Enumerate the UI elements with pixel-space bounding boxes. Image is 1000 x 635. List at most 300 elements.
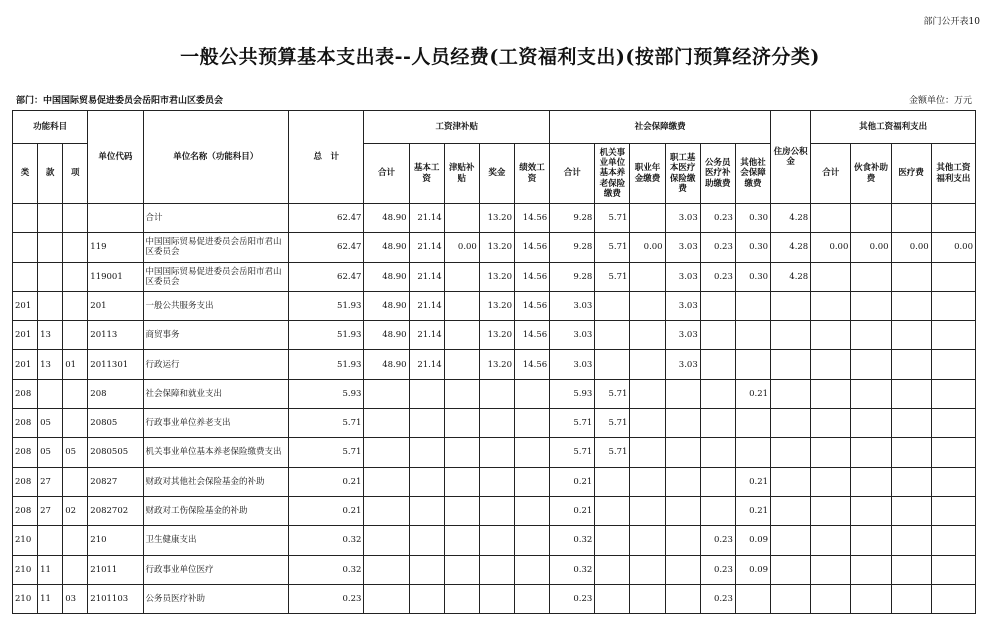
total-cell: 0.21	[289, 496, 364, 525]
lei-cell	[13, 204, 38, 233]
civil-servant-medical-cell	[700, 291, 735, 320]
total-cell: 51.93	[289, 350, 364, 379]
unit-code-cell: 21011	[88, 555, 143, 584]
bonus-cell	[479, 467, 514, 496]
other-social-cell	[735, 409, 770, 438]
total-cell: 0.32	[289, 555, 364, 584]
amount-unit-label: 金额单位：万元	[908, 96, 972, 106]
kuan-cell: 27	[38, 496, 63, 525]
total-cell: 0.23	[289, 584, 364, 613]
allowance-cell	[444, 584, 479, 613]
unit-code-cell: 2011301	[88, 350, 143, 379]
allowance-cell: 0.00	[444, 233, 479, 262]
basic-salary-cell	[409, 584, 444, 613]
other-welfare-cell	[931, 321, 975, 350]
kuan-cell: 27	[38, 467, 63, 496]
allowance-cell	[444, 321, 479, 350]
allowance-cell	[444, 409, 479, 438]
other-total-cell	[811, 467, 851, 496]
total-cell: 62.47	[289, 204, 364, 233]
annuity-cell	[630, 204, 665, 233]
unit-name-cell: 卫生健康支出	[143, 526, 289, 555]
allowance-cell	[444, 350, 479, 379]
medical-insurance-cell: 3.03	[665, 291, 700, 320]
civil-servant-medical-cell	[700, 438, 735, 467]
civil-servant-medical-cell: 0.23	[700, 233, 735, 262]
table-row	[13, 438, 976, 467]
table-row	[13, 321, 976, 350]
medical-fee-cell	[891, 496, 931, 525]
civil-servant-medical-cell: 0.23	[700, 555, 735, 584]
medical-fee-cell	[891, 291, 931, 320]
kuan-cell	[38, 526, 63, 555]
header-medical-insurance: 职工基本医疗保险缴费	[665, 144, 700, 204]
basic-salary-cell: 21.14	[409, 262, 444, 291]
housing-fund-cell	[771, 584, 811, 613]
kuan-cell: 13	[38, 350, 63, 379]
bonus-cell: 13.20	[479, 262, 514, 291]
unit-code-cell: 208	[88, 379, 143, 408]
table-row	[13, 379, 976, 408]
basic-salary-cell	[409, 379, 444, 408]
medical-fee-cell	[891, 204, 931, 233]
allowance-cell	[444, 379, 479, 408]
annuity-cell	[630, 379, 665, 408]
allowance-cell	[444, 291, 479, 320]
civil-servant-medical-cell	[700, 496, 735, 525]
xiang-cell: 02	[63, 496, 88, 525]
lei-cell: 201	[13, 321, 38, 350]
pension-cell	[595, 584, 630, 613]
table-row	[13, 526, 976, 555]
lei-cell: 201	[13, 350, 38, 379]
social-total-cell: 9.28	[550, 204, 595, 233]
bonus-cell	[479, 555, 514, 584]
social-total-cell: 5.71	[550, 438, 595, 467]
pension-cell	[595, 467, 630, 496]
bonus-cell	[479, 584, 514, 613]
salary-total-cell	[364, 467, 409, 496]
housing-fund-cell	[771, 467, 811, 496]
housing-fund-cell	[771, 291, 811, 320]
annuity-cell	[630, 291, 665, 320]
xiang-cell	[63, 526, 88, 555]
medical-insurance-cell: 3.03	[665, 204, 700, 233]
header-other-total: 合计	[811, 144, 851, 204]
other-total-cell	[811, 321, 851, 350]
bonus-cell	[479, 379, 514, 408]
unit-name-cell: 中国国际贸易促进委员会岳阳市君山区委员会	[143, 262, 289, 291]
header-xiang: 项	[63, 144, 88, 204]
social-total-cell: 0.21	[550, 467, 595, 496]
performance-pay-cell	[514, 409, 549, 438]
annuity-cell	[630, 438, 665, 467]
xiang-cell: 05	[63, 438, 88, 467]
medical-fee-cell	[891, 526, 931, 555]
other-social-cell	[735, 438, 770, 467]
table-row	[13, 584, 976, 613]
unit-code-cell: 119001	[88, 262, 143, 291]
meal-subsidy-cell	[851, 350, 891, 379]
medical-fee-cell	[891, 555, 931, 584]
header-annuity: 职业年金缴费	[630, 144, 665, 204]
social-total-cell: 9.28	[550, 233, 595, 262]
other-welfare-cell	[931, 467, 975, 496]
total-cell: 5.71	[289, 409, 364, 438]
other-total-cell	[811, 409, 851, 438]
lei-cell: 208	[13, 496, 38, 525]
other-social-cell: 0.30	[735, 262, 770, 291]
allowance-cell	[444, 555, 479, 584]
performance-pay-cell: 14.56	[514, 350, 549, 379]
unit-code-cell: 20113	[88, 321, 143, 350]
medical-insurance-cell	[665, 555, 700, 584]
xiang-cell	[63, 321, 88, 350]
total-cell: 0.32	[289, 526, 364, 555]
pension-cell: 5.71	[595, 379, 630, 408]
lei-cell: 208	[13, 409, 38, 438]
salary-total-cell: 48.90	[364, 291, 409, 320]
table-row	[13, 350, 976, 379]
lei-cell: 208	[13, 438, 38, 467]
annuity-cell	[630, 262, 665, 291]
salary-total-cell	[364, 379, 409, 408]
kuan-cell: 11	[38, 555, 63, 584]
meal-subsidy-cell	[851, 409, 891, 438]
unit-code-cell: 20827	[88, 467, 143, 496]
other-total-cell	[811, 291, 851, 320]
annuity-cell	[630, 409, 665, 438]
social-total-cell: 0.23	[550, 584, 595, 613]
header-salary-total: 合计	[364, 144, 409, 204]
housing-fund-cell	[771, 321, 811, 350]
unit-name-cell: 社会保障和就业支出	[143, 379, 289, 408]
header-housing-fund: 住房公积金	[771, 111, 811, 204]
other-welfare-cell	[931, 526, 975, 555]
pension-cell	[595, 496, 630, 525]
social-total-cell: 0.32	[550, 555, 595, 584]
kuan-cell: 13	[38, 321, 63, 350]
meal-subsidy-cell: 0.00	[851, 233, 891, 262]
performance-pay-cell	[514, 467, 549, 496]
total-cell: 0.21	[289, 467, 364, 496]
header-other-welfare: 其他工资福利支出	[931, 144, 975, 204]
bonus-cell	[479, 526, 514, 555]
other-social-cell	[735, 321, 770, 350]
total-cell: 62.47	[289, 233, 364, 262]
salary-total-cell: 48.90	[364, 350, 409, 379]
housing-fund-cell	[771, 555, 811, 584]
annuity-cell	[630, 467, 665, 496]
meal-subsidy-cell	[851, 321, 891, 350]
basic-salary-cell	[409, 467, 444, 496]
performance-pay-cell	[514, 379, 549, 408]
unit-code-cell: 20805	[88, 409, 143, 438]
xiang-cell	[63, 379, 88, 408]
allowance-cell	[444, 262, 479, 291]
kuan-cell: 05	[38, 438, 63, 467]
xiang-cell	[63, 291, 88, 320]
salary-total-cell: 48.90	[364, 233, 409, 262]
header-func-subject: 功能科目	[13, 111, 88, 144]
basic-salary-cell: 21.14	[409, 204, 444, 233]
table-row	[13, 233, 976, 262]
unit-code-cell: 201	[88, 291, 143, 320]
table-row	[13, 496, 976, 525]
civil-servant-medical-cell	[700, 467, 735, 496]
lei-cell: 208	[13, 379, 38, 408]
meal-subsidy-cell	[851, 262, 891, 291]
unit-name-cell: 公务员医疗补助	[143, 584, 289, 613]
housing-fund-cell	[771, 409, 811, 438]
unit-code-cell: 119	[88, 233, 143, 262]
meal-subsidy-cell	[851, 584, 891, 613]
performance-pay-cell	[514, 584, 549, 613]
social-total-cell: 0.32	[550, 526, 595, 555]
header-kuan: 款	[38, 144, 63, 204]
medical-insurance-cell: 3.03	[665, 262, 700, 291]
housing-fund-cell	[771, 350, 811, 379]
table-row	[13, 291, 976, 320]
performance-pay-cell	[514, 496, 549, 525]
annuity-cell	[630, 584, 665, 613]
housing-fund-cell: 4.28	[771, 204, 811, 233]
salary-total-cell: 48.90	[364, 204, 409, 233]
unit-code-cell: 210	[88, 526, 143, 555]
bonus-cell: 13.20	[479, 350, 514, 379]
lei-cell: 210	[13, 555, 38, 584]
social-total-cell: 5.93	[550, 379, 595, 408]
pension-cell	[595, 526, 630, 555]
other-social-cell: 0.30	[735, 233, 770, 262]
pension-cell: 5.71	[595, 262, 630, 291]
meal-subsidy-cell	[851, 467, 891, 496]
civil-servant-medical-cell: 0.23	[700, 204, 735, 233]
other-welfare-cell	[931, 555, 975, 584]
unit-name-cell: 合计	[143, 204, 289, 233]
social-total-cell: 5.71	[550, 409, 595, 438]
annuity-cell	[630, 496, 665, 525]
salary-total-cell: 48.90	[364, 321, 409, 350]
pension-cell	[595, 555, 630, 584]
bonus-cell: 13.20	[479, 233, 514, 262]
other-welfare-cell	[931, 496, 975, 525]
performance-pay-cell	[514, 526, 549, 555]
medical-insurance-cell: 3.03	[665, 350, 700, 379]
basic-salary-cell: 21.14	[409, 233, 444, 262]
unit-name-cell: 行政事业单位医疗	[143, 555, 289, 584]
xiang-cell	[63, 467, 88, 496]
medical-fee-cell	[891, 350, 931, 379]
performance-pay-cell	[514, 555, 549, 584]
unit-name-cell: 财政对工伤保险基金的补助	[143, 496, 289, 525]
xiang-cell	[63, 409, 88, 438]
performance-pay-cell: 14.56	[514, 262, 549, 291]
xiang-cell	[63, 233, 88, 262]
other-total-cell	[811, 204, 851, 233]
budget-table	[12, 110, 976, 614]
pension-cell: 5.71	[595, 233, 630, 262]
xiang-cell	[63, 555, 88, 584]
unit-code-cell	[88, 204, 143, 233]
basic-salary-cell	[409, 438, 444, 467]
unit-code-cell: 2082702	[88, 496, 143, 525]
other-total-cell	[811, 379, 851, 408]
medical-fee-cell	[891, 321, 931, 350]
medical-insurance-cell: 3.03	[665, 321, 700, 350]
civil-servant-medical-cell	[700, 409, 735, 438]
unit-name-cell: 商贸事务	[143, 321, 289, 350]
medical-fee-cell	[891, 409, 931, 438]
header-social-total: 合计	[550, 144, 595, 204]
header-bonus: 奖金	[479, 144, 514, 204]
header-pension: 机关事业单位基本养老保险缴费	[595, 144, 630, 204]
bonus-cell	[479, 496, 514, 525]
other-total-cell	[811, 496, 851, 525]
unit-name-cell: 中国国际贸易促进委员会岳阳市君山区委员会	[143, 233, 289, 262]
allowance-cell	[444, 438, 479, 467]
civil-servant-medical-cell	[700, 350, 735, 379]
salary-total-cell	[364, 555, 409, 584]
kuan-cell	[38, 204, 63, 233]
civil-servant-medical-cell: 0.23	[700, 262, 735, 291]
salary-total-cell	[364, 584, 409, 613]
other-welfare-cell	[931, 379, 975, 408]
page-title: 一般公共预算基本支出表--人员经费(工资福利支出)(按部门预算经济分类)	[180, 46, 820, 68]
meal-subsidy-cell	[851, 379, 891, 408]
allowance-cell	[444, 204, 479, 233]
medical-insurance-cell	[665, 496, 700, 525]
basic-salary-cell	[409, 555, 444, 584]
other-welfare-cell	[931, 409, 975, 438]
table-row	[13, 262, 976, 291]
unit-code-cell: 2080505	[88, 438, 143, 467]
basic-salary-cell: 21.14	[409, 291, 444, 320]
social-total-cell: 3.03	[550, 321, 595, 350]
unit-name-cell: 一般公共服务支出	[143, 291, 289, 320]
other-welfare-cell	[931, 350, 975, 379]
pension-cell	[595, 350, 630, 379]
medical-insurance-cell	[665, 526, 700, 555]
medical-insurance-cell: 3.03	[665, 233, 700, 262]
table-row	[13, 409, 976, 438]
annuity-cell: 0.00	[630, 233, 665, 262]
unit-name-cell: 机关事业单位基本养老保险缴费支出	[143, 438, 289, 467]
total-cell: 51.93	[289, 321, 364, 350]
medical-insurance-cell	[665, 584, 700, 613]
medical-fee-cell	[891, 438, 931, 467]
civil-servant-medical-cell: 0.23	[700, 526, 735, 555]
basic-salary-cell: 21.14	[409, 321, 444, 350]
xiang-cell	[63, 262, 88, 291]
other-welfare-cell	[931, 291, 975, 320]
header-social-group: 社会保障缴费	[550, 111, 771, 144]
total-cell: 5.93	[289, 379, 364, 408]
other-total-cell	[811, 438, 851, 467]
annuity-cell	[630, 321, 665, 350]
salary-total-cell	[364, 438, 409, 467]
header-allowance: 津贴补贴	[444, 144, 479, 204]
kuan-cell: 11	[38, 584, 63, 613]
total-cell: 5.71	[289, 438, 364, 467]
header-lei: 类	[13, 144, 38, 204]
other-welfare-cell	[931, 204, 975, 233]
pension-cell: 5.71	[595, 438, 630, 467]
other-social-cell: 0.09	[735, 526, 770, 555]
kuan-cell	[38, 233, 63, 262]
unit-name-cell: 行政事业单位养老支出	[143, 409, 289, 438]
medical-insurance-cell	[665, 467, 700, 496]
meal-subsidy-cell	[851, 204, 891, 233]
other-social-cell: 0.21	[735, 379, 770, 408]
header-other-social: 其他社会保障缴费	[735, 144, 770, 204]
total-cell: 51.93	[289, 291, 364, 320]
meal-subsidy-cell	[851, 526, 891, 555]
basic-salary-cell	[409, 526, 444, 555]
other-social-cell	[735, 291, 770, 320]
other-welfare-cell	[931, 262, 975, 291]
meal-subsidy-cell	[851, 555, 891, 584]
lei-cell: 210	[13, 584, 38, 613]
xiang-cell	[63, 204, 88, 233]
header-performance-pay: 绩效工资	[514, 144, 549, 204]
kuan-cell	[38, 379, 63, 408]
medical-fee-cell	[891, 379, 931, 408]
department-label: 部门：中国国际贸易促进委员会岳阳市君山区委员会	[16, 96, 224, 106]
pension-cell	[595, 291, 630, 320]
performance-pay-cell	[514, 438, 549, 467]
header-salary-group: 工资津补贴	[364, 111, 550, 144]
meal-subsidy-cell	[851, 496, 891, 525]
kuan-cell: 05	[38, 409, 63, 438]
annuity-cell	[630, 526, 665, 555]
salary-total-cell	[364, 526, 409, 555]
other-total-cell	[811, 350, 851, 379]
housing-fund-cell	[771, 526, 811, 555]
social-total-cell: 3.03	[550, 350, 595, 379]
social-total-cell: 9.28	[550, 262, 595, 291]
medical-fee-cell: 0.00	[891, 233, 931, 262]
salary-total-cell: 48.90	[364, 262, 409, 291]
kuan-cell	[38, 262, 63, 291]
other-social-cell: 0.30	[735, 204, 770, 233]
lei-cell	[13, 233, 38, 262]
lei-cell: 210	[13, 526, 38, 555]
civil-servant-medical-cell: 0.23	[700, 584, 735, 613]
allowance-cell	[444, 526, 479, 555]
table-body	[13, 204, 976, 614]
header-medical-fee: 医疗费	[891, 144, 931, 204]
table-row	[13, 467, 976, 496]
other-welfare-cell: 0.00	[931, 233, 975, 262]
pension-cell: 5.71	[595, 204, 630, 233]
other-total-cell	[811, 262, 851, 291]
header-other-welfare-group: 其他工资福利支出	[811, 111, 976, 144]
table-row	[13, 555, 976, 584]
other-total-cell: 0.00	[811, 233, 851, 262]
performance-pay-cell: 14.56	[514, 233, 549, 262]
salary-total-cell	[364, 409, 409, 438]
lei-cell: 208	[13, 467, 38, 496]
housing-fund-cell: 4.28	[771, 262, 811, 291]
social-total-cell: 0.21	[550, 496, 595, 525]
civil-servant-medical-cell	[700, 379, 735, 408]
total-cell: 62.47	[289, 262, 364, 291]
other-total-cell	[811, 526, 851, 555]
bonus-cell: 13.20	[479, 204, 514, 233]
basic-salary-cell: 21.14	[409, 350, 444, 379]
bonus-cell	[479, 438, 514, 467]
